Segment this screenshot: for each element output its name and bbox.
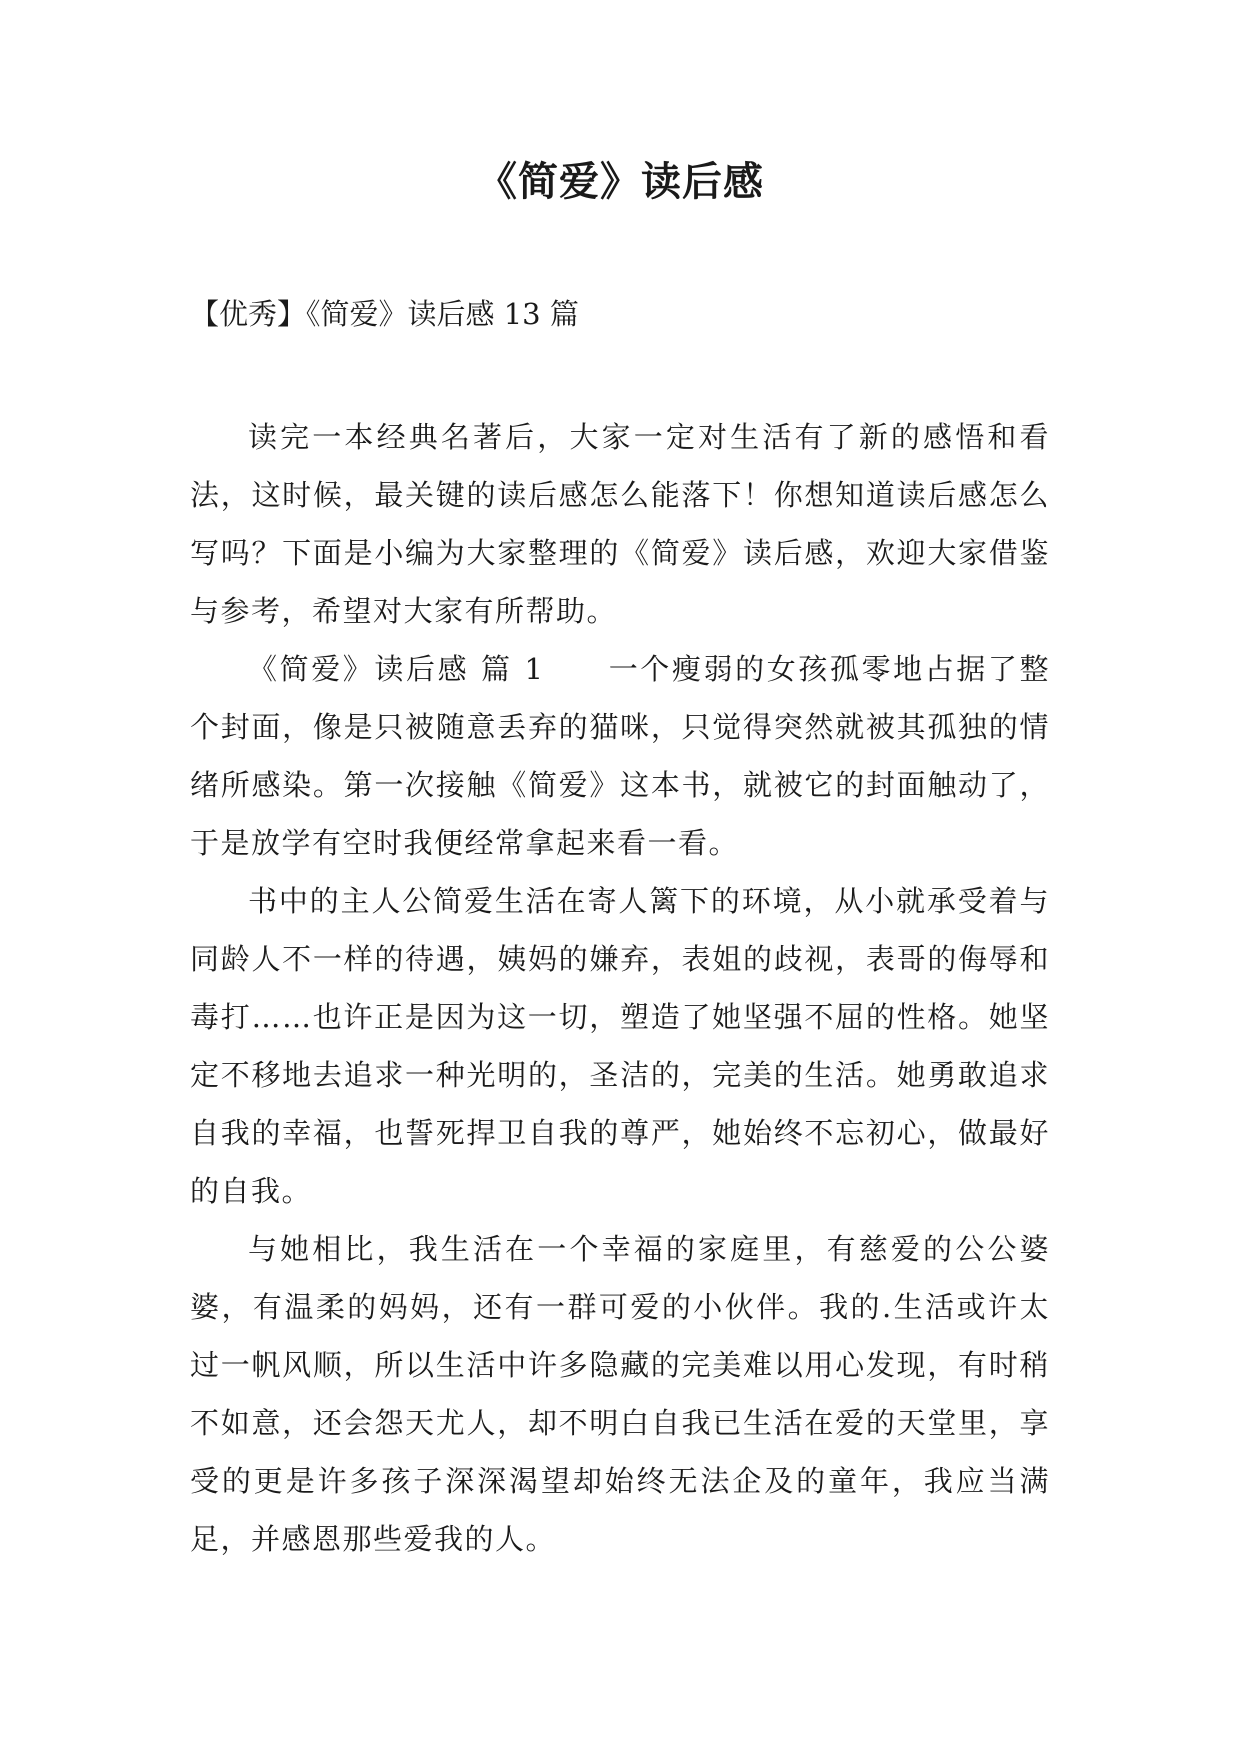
paragraph-protagonist: 书中的主人公简爱生活在寄人篱下的环境，从小就承受着与同龄人不一样的待遇，姨妈的嫌弃，表姐的歧视，表哥的侮辱和毒打……也许正是因为这一切，塑造了她坚强不屈的性格。她坚定不移地去追求一种光明的，圣洁的，完美的生活。她勇敢追求自我的幸福，也誓死捍卫自我的尊严，她始终不忘初心，做最好的自我。 bbox=[190, 884, 1050, 1208]
paragraph-reflection: 与她相比，我生活在一个幸福的家庭里，有慈爱的公公婆婆，有温柔的妈妈，还有一群可爱的小伙伴。我的.生活或许太过一帆风顺，所以生活中许多隐藏的完美难以用心发现，有时稍不如意，还会怨天尤人，却不明白自我已生活在爱的天堂里，享受的更是许多孩子深深渴望却始终无法企及的童年，我应当满足，并感恩那些爱我的人。 bbox=[190, 1232, 1050, 1556]
document-subtitle: 【优秀】《简爱》读后感 13 篇 bbox=[190, 297, 579, 331]
paragraph-intro: 读完一本经典名著后，大家一定对生活有了新的感悟和看法，这时候，最关键的读后感怎么能落下！你想知道读后感怎么写吗？下面是小编为大家整理的《简爱》读后感，欢迎大家借鉴与参考，希望对大家有所帮助。 bbox=[190, 420, 1050, 628]
document-body bbox=[190, 408, 1050, 1568]
document-title: 《简爱》读后感 bbox=[477, 158, 764, 205]
paragraph-part-1: 《简爱》读后感 篇 1 一个瘦弱的女孩孤零地占据了整个封面，像是只被随意丢弃的猫咪，只觉得突然就被其孤独的情绪所感染。第一次接触《简爱》这本书，就被它的封面触动了，于是放学有空时我便经常拿起来看一看。 bbox=[190, 652, 1050, 860]
